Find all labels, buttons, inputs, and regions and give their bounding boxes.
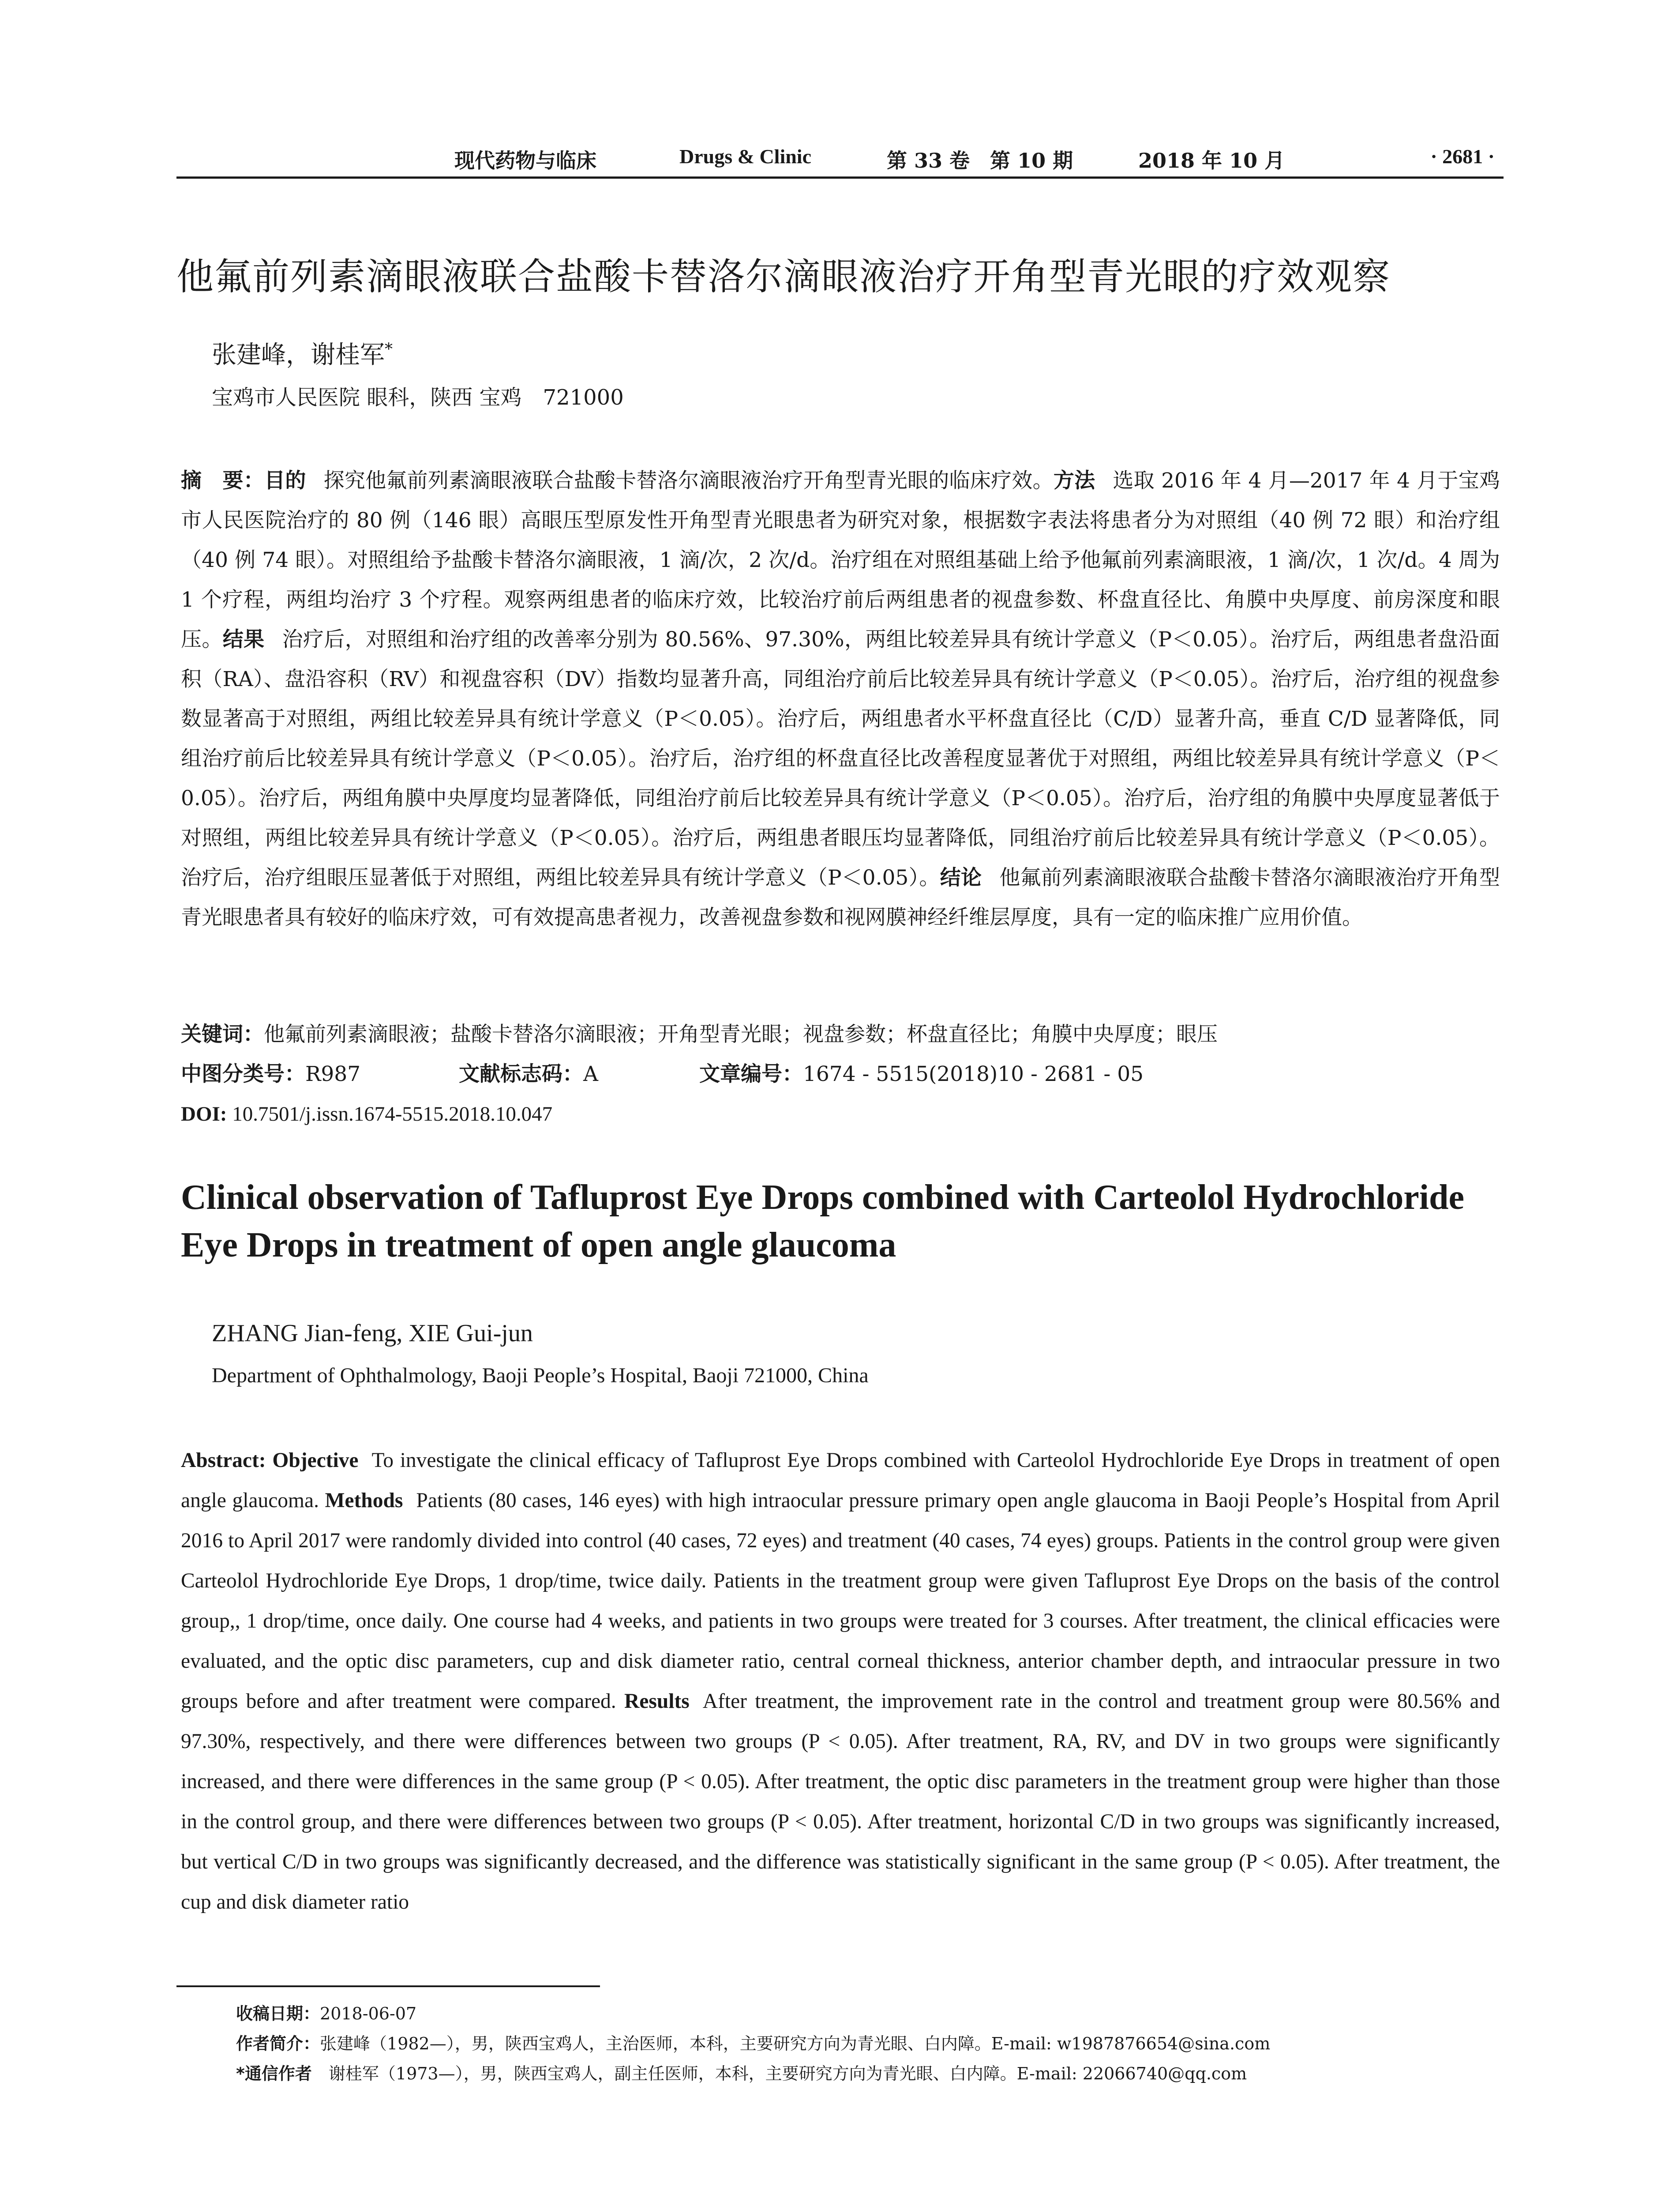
abstract-objective-label-en: Abstract: Objective	[181, 1449, 359, 1472]
conclusion-label-cn: 结论	[940, 866, 982, 890]
article-title-cn: 他氟前列素滴眼液联合盐酸卡替洛尔滴眼液治疗开角型青光眼的疗效观察	[176, 255, 1391, 298]
results-label-en: Results	[624, 1690, 690, 1713]
article-no-value: 1674 - 5515(2018)10 - 2681 - 05	[803, 1062, 1144, 1086]
corresponding-author	[236, 2059, 1507, 2089]
affiliation-en: Department of Ophthalmology, Baoji People’s Hospital, Baoji 721000, China	[212, 1364, 869, 1387]
author-bio	[236, 2029, 1507, 2059]
corresponding-mark: *	[385, 340, 393, 359]
volume-issue: 第 33 卷 第 10 期	[887, 149, 1073, 173]
footnote-rule	[176, 1985, 600, 1987]
header-rule	[176, 176, 1504, 179]
corresponding-text: 谢桂军（1973—），男，陕西宝鸡人，副主任医师，本科，主要研究方向为青光眼、白内障。E-mail: 22066740@qq.com	[328, 2064, 1247, 2083]
doi-label: DOI:	[181, 1103, 227, 1126]
journal-name-cn: 现代药物与临床	[454, 149, 596, 173]
keywords-text-cn: 他氟前列素滴眼液；盐酸卡替洛尔滴眼液；开角型青光眼；视盘参数；杯盘直径比；角膜中央厚度；眼压	[264, 1022, 1218, 1047]
author-bio-label: 作者简介：	[236, 2034, 320, 2053]
journal-name-en: Drugs & Clinic	[679, 145, 811, 168]
keywords-label-cn: 关键词：	[181, 1022, 264, 1047]
conclusion-text-cn: 他氟前列素滴眼液联合盐酸卡替洛尔滴眼液治疗开角型青光眼患者具有较好的临床疗效，可有效提高患者视力，改善视盘参数和视网膜神经纤维层厚度，具有一定的临床推广应用价值。	[181, 866, 1500, 930]
issue-date: 2018 年 10 月	[1138, 149, 1285, 173]
article-title-en: Clinical observation of Tafluprost Eye Drops combined with Carteolol Hydrochloride Eye Drops in treatment of open angle glaucoma	[181, 1178, 1465, 1264]
page-number: · 2681 ·	[1430, 145, 1495, 168]
affiliation-cn: 宝鸡市人民医院 眼科，陕西 宝鸡 721000	[212, 385, 624, 410]
corresponding-label: *通信作者	[236, 2064, 312, 2083]
doi-row	[181, 1094, 552, 1134]
article-no-label: 文章编号：	[699, 1062, 803, 1086]
results-text-en: After treatment, the improvement rate in the control and treatment group were 80.56% and 97.30%, respectively, and there were differences between two groups (P < 0.05). After treatment, RA, RV, and DV in two groups were significantly increased, and there were differences in the same group (P < 0.05). After treatment, the optic disc parameters in the treatment group were higher than those in the control group, and there were differences between two groups (P < 0.05). After treatment, horizontal C/D in two groups was significantly increased, but vertical C/D in two groups was significantly decreased, and the difference was statistically significant in the same group (P < 0.05). After treatment, the cup and disk diameter ratio	[181, 1690, 1500, 1913]
methods-text-cn: 选取 2016 年 4 月—2017 年 4 月于宝鸡市人民医院治疗的 80 例（146 眼）高眼压型原发性开角型青光眼患者为研究对象，根据数字表法将患者分为对照组（40 例 72 眼）和治疗组（40 例 74 眼）。对照组给予盐酸卡替洛尔滴眼液，1 滴/次，2 次/d。治疗组在对照组基础上给予他氟前列素滴眼液，1 滴/次，1 次/d。4 周为 1 个疗程，两组均治疗 3 个疗程。观察两组患者的临床疗效，比较治疗前后两组患者的视盘参数、杯盘直径比、角膜中央厚度、前房深度和眼压。	[181, 469, 1500, 652]
results-label-cn: 结果	[222, 627, 265, 652]
article-no-field	[699, 1054, 1144, 1094]
abstract-cn	[181, 461, 1500, 938]
received-label: 收稿日期：	[236, 2004, 320, 2023]
results-text-cn: 治疗后，对照组和治疗组的改善率分别为 80.56%、97.30%，两组比较差异具有统计学意义（P＜0.05）。治疗后，两组患者盘沿面积（RA）、盘沿容积（RV）和视盘容积（DV）指数均显著升高，同组治疗前后比较差异具有统计学意义（P＜0.05）。治疗后，治疗组的视盘参数显著高于对照组，两组比较差异具有统计学意义（P＜0.05）。治疗后，两组患者水平杯盘直径比（C/D）显著升高，垂直 C/D 显著降低，同组治疗前后比较差异具有统计学意义（P＜0.05）。治疗后，治疗组的杯盘直径比改善程度显著优于对照组，两组比较差异具有统计学意义（P＜0.05）。治疗后，两组角膜中央厚度均显著降低，同组治疗前后比较差异具有统计学意义（P＜0.05）。治疗后，治疗组的角膜中央厚度显著低于对照组，两组比较差异具有统计学意义（P＜0.05）。治疗后，两组患者眼压均显著降低，同组治疗前后比较差异具有统计学意义（P＜0.05）。治疗后，治疗组眼压显著低于对照组，两组比较差异具有统计学意义（P＜0.05）。	[181, 627, 1500, 890]
clc-field	[181, 1054, 360, 1094]
doc-code-label: 文献标志码：	[459, 1062, 583, 1086]
methods-label-cn: 方法	[1053, 469, 1095, 493]
clc-label: 中图分类号：	[181, 1062, 305, 1086]
methods-label-en: Methods	[325, 1489, 403, 1512]
running-header	[176, 140, 1504, 176]
author-names-cn: 张建峰，谢桂军	[212, 341, 385, 369]
received-date	[236, 1999, 1507, 2029]
clc-value: R987	[305, 1062, 361, 1086]
abstract-label-cn: 摘 要：	[181, 469, 265, 493]
authors-en: ZHANG Jian-feng, XIE Gui-jun	[212, 1320, 533, 1347]
authors-cn	[212, 335, 393, 371]
doc-code-field	[459, 1054, 598, 1094]
doi-link[interactable]: 10.7501/j.issn.1674-5515.2018.10.047	[232, 1103, 553, 1126]
objective-text-cn: 探究他氟前列素滴眼液联合盐酸卡替洛尔滴眼液治疗开角型青光眼的临床疗效。	[323, 469, 1054, 493]
objective-text-en: To investigate the clinical efficacy of Tafluprost Eye Drops combined with Carteolol Hydrochloride Eye Drops in treatment of open angle glaucoma.	[181, 1449, 1500, 1512]
footnotes	[236, 1999, 1507, 2089]
author-bio-text: 张建峰（1982—），男，陕西宝鸡人，主治医师，本科，主要研究方向为青光眼、白内障。E-mail: w1987876654@sina.com	[320, 2034, 1271, 2053]
methods-text-en: Patients (80 cases, 146 eyes) with high intraocular pressure primary open angle glaucoma in Baoji People’s Hospital from April 2016 to April 2017 were randomly divided into control (40 cases, 72 eyes) and treatment (40 cases, 74 eyes) groups. Patients in the control group were given Carteolol Hydrochloride Eye Drops, 1 drop/time, twice daily. Patients in the treatment group were given Tafluprost Eye Drops on the basis of the control group,, 1 drop/time, once daily. One course had 4 weeks, and patients in two groups were treated for 3 courses. After treatment, the clinical efficacies were evaluated, and the optic disc parameters, cup and disk diameter ratio, central corneal thickness, anterior chamber depth, and intraocular pressure in two groups before and after treatment were compared.	[181, 1489, 1500, 1713]
abstract-en	[181, 1441, 1500, 1922]
keywords-cn	[181, 1015, 1500, 1054]
received-value: 2018-06-07	[320, 2004, 417, 2023]
doc-code-value: A	[583, 1062, 598, 1086]
objective-label-cn: 目的	[264, 469, 306, 493]
